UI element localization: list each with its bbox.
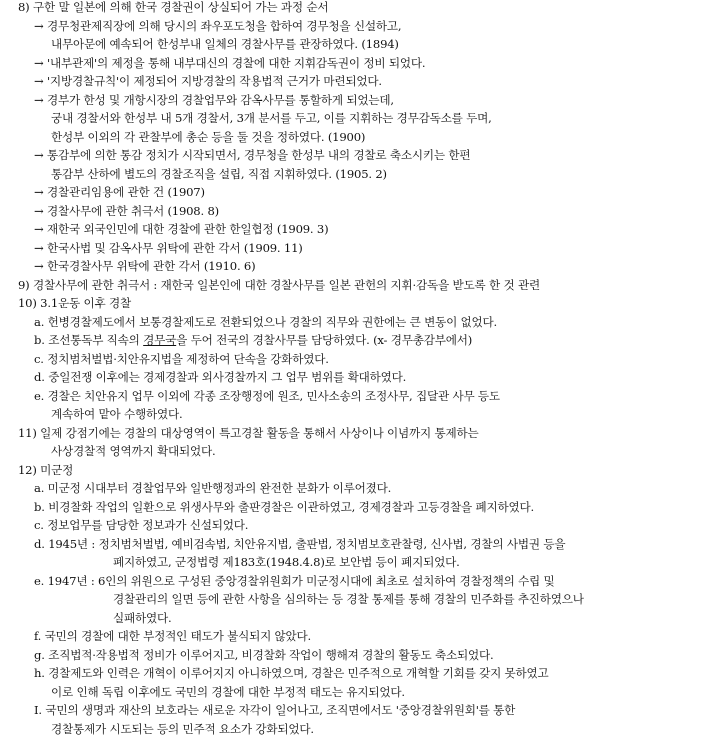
document-line: 폐지하였고, 군정법령 제183호(1948.4.8)로 보안법 등이 폐지되었다. [113,555,460,569]
document-line: c. 정치범처벌법·치안유지법을 제정하여 단속을 강화하였다. [34,351,329,366]
document-line [34,333,472,348]
document-line: → 한국경찰사무 위탁에 관한 각서 (1910. 6) [34,259,256,273]
document-line: 경찰관리의 일면 등에 관한 사항을 심의하는 등 경찰 통제를 통해 경찰의 민주화를 추진하였으나 [113,592,584,606]
document-line: → 경찰사무에 관한 취극서 (1908. 8) [34,203,219,218]
document-line: 계속하여 맡아 수행하였다. [51,407,183,421]
document-line: → 경무청관제직장에 의해 당시의 좌우포도청을 합하여 경무청을 신설하고, [34,18,402,33]
document-line: 실패하였다. [113,610,172,625]
document-line: 이로 인해 독립 이후에도 국민의 경찰에 대한 부정적 태도는 유지되었다. [51,684,405,699]
document-line: g. 조직법적·작용법적 정비가 이루어지고, 비경찰화 작업이 행해져 경찰의 활동도 축소되었다. [34,647,494,662]
line-text: 을 두어 전국의 경찰사무를 담당하였다. (x- 경무총감부에서) [176,333,473,347]
document-line: 한성부 이외의 각 관찰부에 총순 등을 둘 것을 정하였다. (1900) [51,129,366,144]
document-line: 10) 3.1운동 이후 경찰 [18,296,131,310]
document-line: 12) 미군정 [18,462,74,477]
document-line: 궁내 경찰서와 한성부 내 5개 경찰서, 3개 분서를 두고, 이를 지휘하는 경무감독소를 두며, [51,111,492,125]
document-line: I. 국민의 생명과 재산의 보호라는 새로운 자각이 일어나고, 조직면에서도 '중앙경찰위원회'를 통한 [34,703,516,717]
document-line: e. 1947년 : 6인의 위원으로 구성된 중앙경찰위원회가 미군정시대에 최초로 설치하여 경찰정책의 수립 및 [34,573,555,588]
document-line: b. 비경찰화 작업의 일환으로 위생사무와 출판경찰은 이관하였고, 경제경찰과 고등경찰을 폐지하였다. [34,499,535,514]
document-line: → 한국사법 및 감옥사무 위탁에 관한 각서 (1909. 11) [34,240,303,255]
document-line: → 재한국 외국인민에 대한 경찰에 관한 한일협정 (1909. 3) [34,222,329,236]
document-line: a. 미군정 시대부터 경찰업무와 일반행정과의 완전한 분화가 이루어졌다. [34,481,392,495]
document-line: → '지방경찰규칙'이 제정되어 지방경찰의 작용법적 근거가 마련되었다. [34,74,382,88]
document-line: 통감부 산하에 별도의 경찰조직을 설립, 직접 지휘하였다. (1905. 2) [51,166,387,181]
document-line: 11) 일제 강점기에는 경찰의 대상영역이 특고경찰 활동을 통해서 사상이나 이념까지 통제하는 [18,425,479,440]
document-line: 경찰통제가 시도되는 등의 민주적 요소가 강화되었다. [51,721,314,736]
document-line: 8) 구한 말 일본에 의해 한국 경찰권이 상실되어 가는 과정 순서 [18,0,329,14]
document-line: → 경찰관리임용에 관한 건 (1907) [34,185,205,199]
document-line: 내무아문에 예속되어 한성부내 일체의 경찰사무를 관장하였다. (1894) [51,37,399,51]
document-line: d. 중일전쟁 이후에는 경제경찰과 외사경찰까지 그 업무 범위를 확대하였다. [34,370,407,384]
document-line: f. 국민의 경찰에 대한 부정적인 태도가 불식되지 않았다. [34,629,312,643]
underlined-term: 경무국 [143,333,177,347]
document-line: d. 1945년 : 정치범처벌법, 예비검속법, 치안유지법, 출판법, 정치범보호관찰령, 신사법, 경찰의 사법권 등을 [34,536,566,551]
document-line: → '내부관제'의 제정을 통해 내부대신의 경찰에 대한 지휘감독권이 정비 되었다. [34,55,426,70]
document-line: c. 정보업무를 담당한 정보과가 신설되었다. [34,518,249,532]
document-line: h. 경찰제도와 인력은 개혁이 이루어지지 아니하였으며, 경찰은 민주적으로 개혁할 기회를 갖지 못하였고 [34,666,549,680]
document-line: 사상경찰적 영역까지 확대되었다. [51,444,216,458]
line-text: b. 조선통독부 직속의 [34,333,144,347]
document-line: 9) 경찰사무에 관한 취극서 : 재한국 일본인에 대한 경찰사무를 일본 관헌의 지휘·감독을 받도록 한 것 관련 [18,277,540,292]
document-line: e. 경찰은 치안유지 업무 이외에 각종 조장행정에 원조, 민사소송의 조정사무, 집달관 사무 등도 [34,388,500,403]
document-line: → 통감부에 의한 통감 정치가 시작되면서, 경무청을 한성부 내의 경찰로 축소시키는 한편 [34,148,471,162]
document-line: → 경부가 한성 및 개항시장의 경찰업무와 감옥사무를 통할하게 되었는데, [34,92,394,107]
document-line: a. 헌병경찰제도에서 보통경찰제도로 전환되었으나 경찰의 직무와 권한에는 큰 변동이 없었다. [34,314,498,329]
